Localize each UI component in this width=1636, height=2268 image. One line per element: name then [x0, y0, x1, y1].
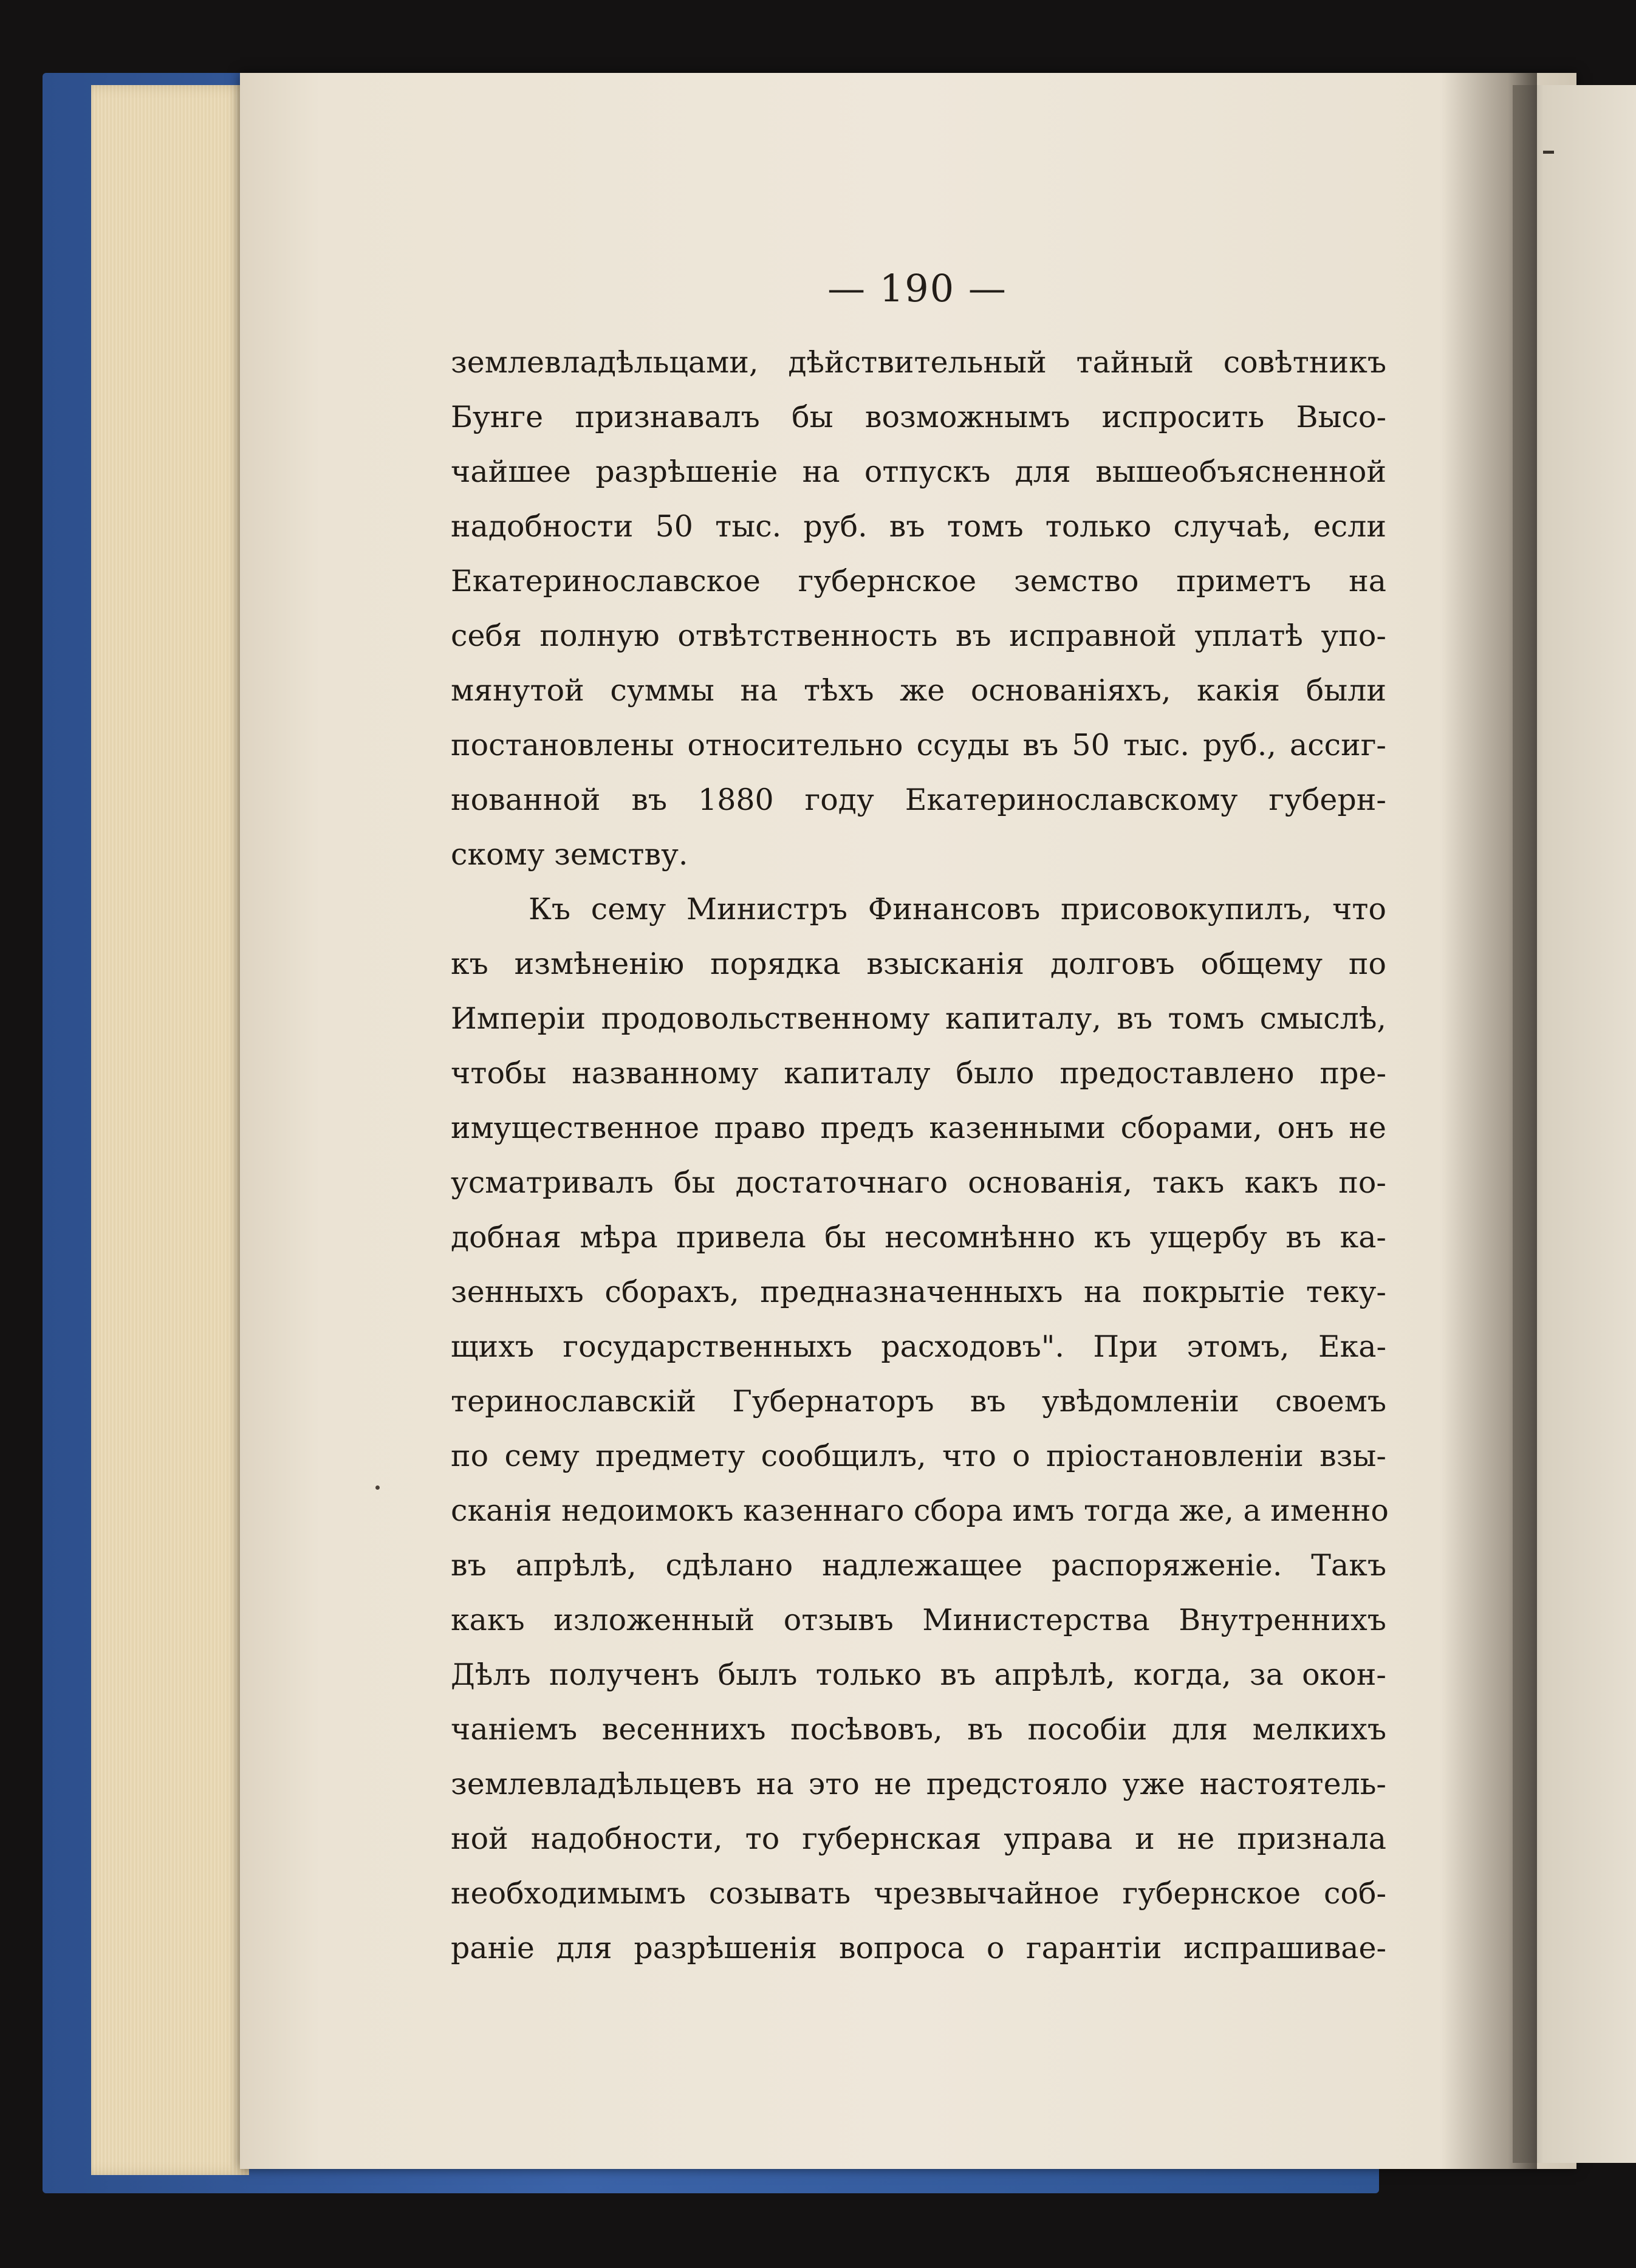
text-line: Екатеринославское губернское земство приметъ на — [451, 564, 1386, 598]
text-line: Дѣлъ полученъ былъ только въ апрѣлѣ, когда, за окон- — [451, 1657, 1386, 1692]
facing-page-mark — [1543, 151, 1554, 154]
text-line: ной надобности, то губернская управа и не признала — [451, 1821, 1386, 1856]
text-line: нованной въ 1880 году Екатеринославскому губерн- — [451, 783, 1386, 817]
text-line: чаніемъ весеннихъ посѣвовъ, въ пособіи для мелкихъ — [451, 1712, 1386, 1747]
text-line: зенныхъ сборахъ, предназначенныхъ на покрытіе теку- — [451, 1275, 1386, 1309]
text-line: теринославскій Губернаторъ въ увѣдомленіи своемъ — [451, 1384, 1386, 1419]
text-line: постановлены относительно ссуды въ 50 тыс. руб., ассиг- — [451, 728, 1386, 762]
ink-speck — [375, 1485, 380, 1490]
page-number: — 190 — — [827, 266, 1007, 310]
text-line: мянутой суммы на тѣхъ же основаніяхъ, какія были — [451, 673, 1386, 708]
page-text — [451, 335, 1389, 1976]
text-line: добная мѣра привела бы несомнѣнно къ ущербу въ ка- — [451, 1220, 1386, 1255]
text-line: необходимымъ созывать чрезвычайное губернское соб- — [451, 1876, 1386, 1911]
text-line: чайшее разрѣшеніе на отпускъ для вышеобъясненной — [451, 454, 1386, 489]
text-line: усматривалъ бы достаточнаго основанія, такъ какъ по- — [451, 1165, 1386, 1200]
paragraph-2 — [451, 882, 1389, 1976]
text-line: чтобы названному капиталу было предоставлено пре- — [451, 1056, 1386, 1091]
text-line: землевладѣльцевъ на это не предстояло уже настоятель- — [451, 1767, 1386, 1801]
paragraph-1 — [451, 335, 1386, 882]
page-edges — [91, 85, 249, 2175]
text-line: къ измѣненію порядка взысканія долговъ общему по — [451, 947, 1386, 981]
text-line: Бунге признавалъ бы возможнымъ испросить Высо- — [451, 400, 1386, 434]
text-line: Къ сему Министръ Финансовъ присовокупилъ, что — [529, 892, 1386, 927]
text-line: имущественное право предъ казенными сборами, онъ не — [451, 1111, 1386, 1145]
text-line: сканія недоимокъ казеннаго сбора имъ тогда же, а именно — [451, 1493, 1389, 1528]
text-line: себя полную отвѣтственность въ исправной уплатѣ упо- — [451, 618, 1386, 653]
text-line: скому земству. — [451, 837, 688, 872]
text-line: въ апрѣлѣ, сдѣлано надлежащее распоряженіе. Такъ — [451, 1548, 1386, 1583]
gutter-shadow — [1440, 73, 1537, 2169]
text-line: Имперіи продовольственному капиталу, въ томъ смыслѣ, — [451, 1001, 1386, 1036]
text-line: землевладѣльцами, дѣйствительный тайный совѣтникъ — [451, 345, 1386, 380]
text-line: щихъ государственныхъ расходовъ". При этомъ, Ека- — [451, 1329, 1386, 1364]
text-line: раніе для разрѣшенія вопроса о гарантіи испрашивае- — [451, 1931, 1386, 1965]
text-line: надобности 50 тыс. руб. въ томъ только случаѣ, если — [451, 509, 1386, 544]
text-line: по сему предмету сообщилъ, что о пріостановленіи взы- — [451, 1439, 1386, 1473]
text-line: какъ изложенный отзывъ Министерства Внутреннихъ — [451, 1603, 1386, 1637]
